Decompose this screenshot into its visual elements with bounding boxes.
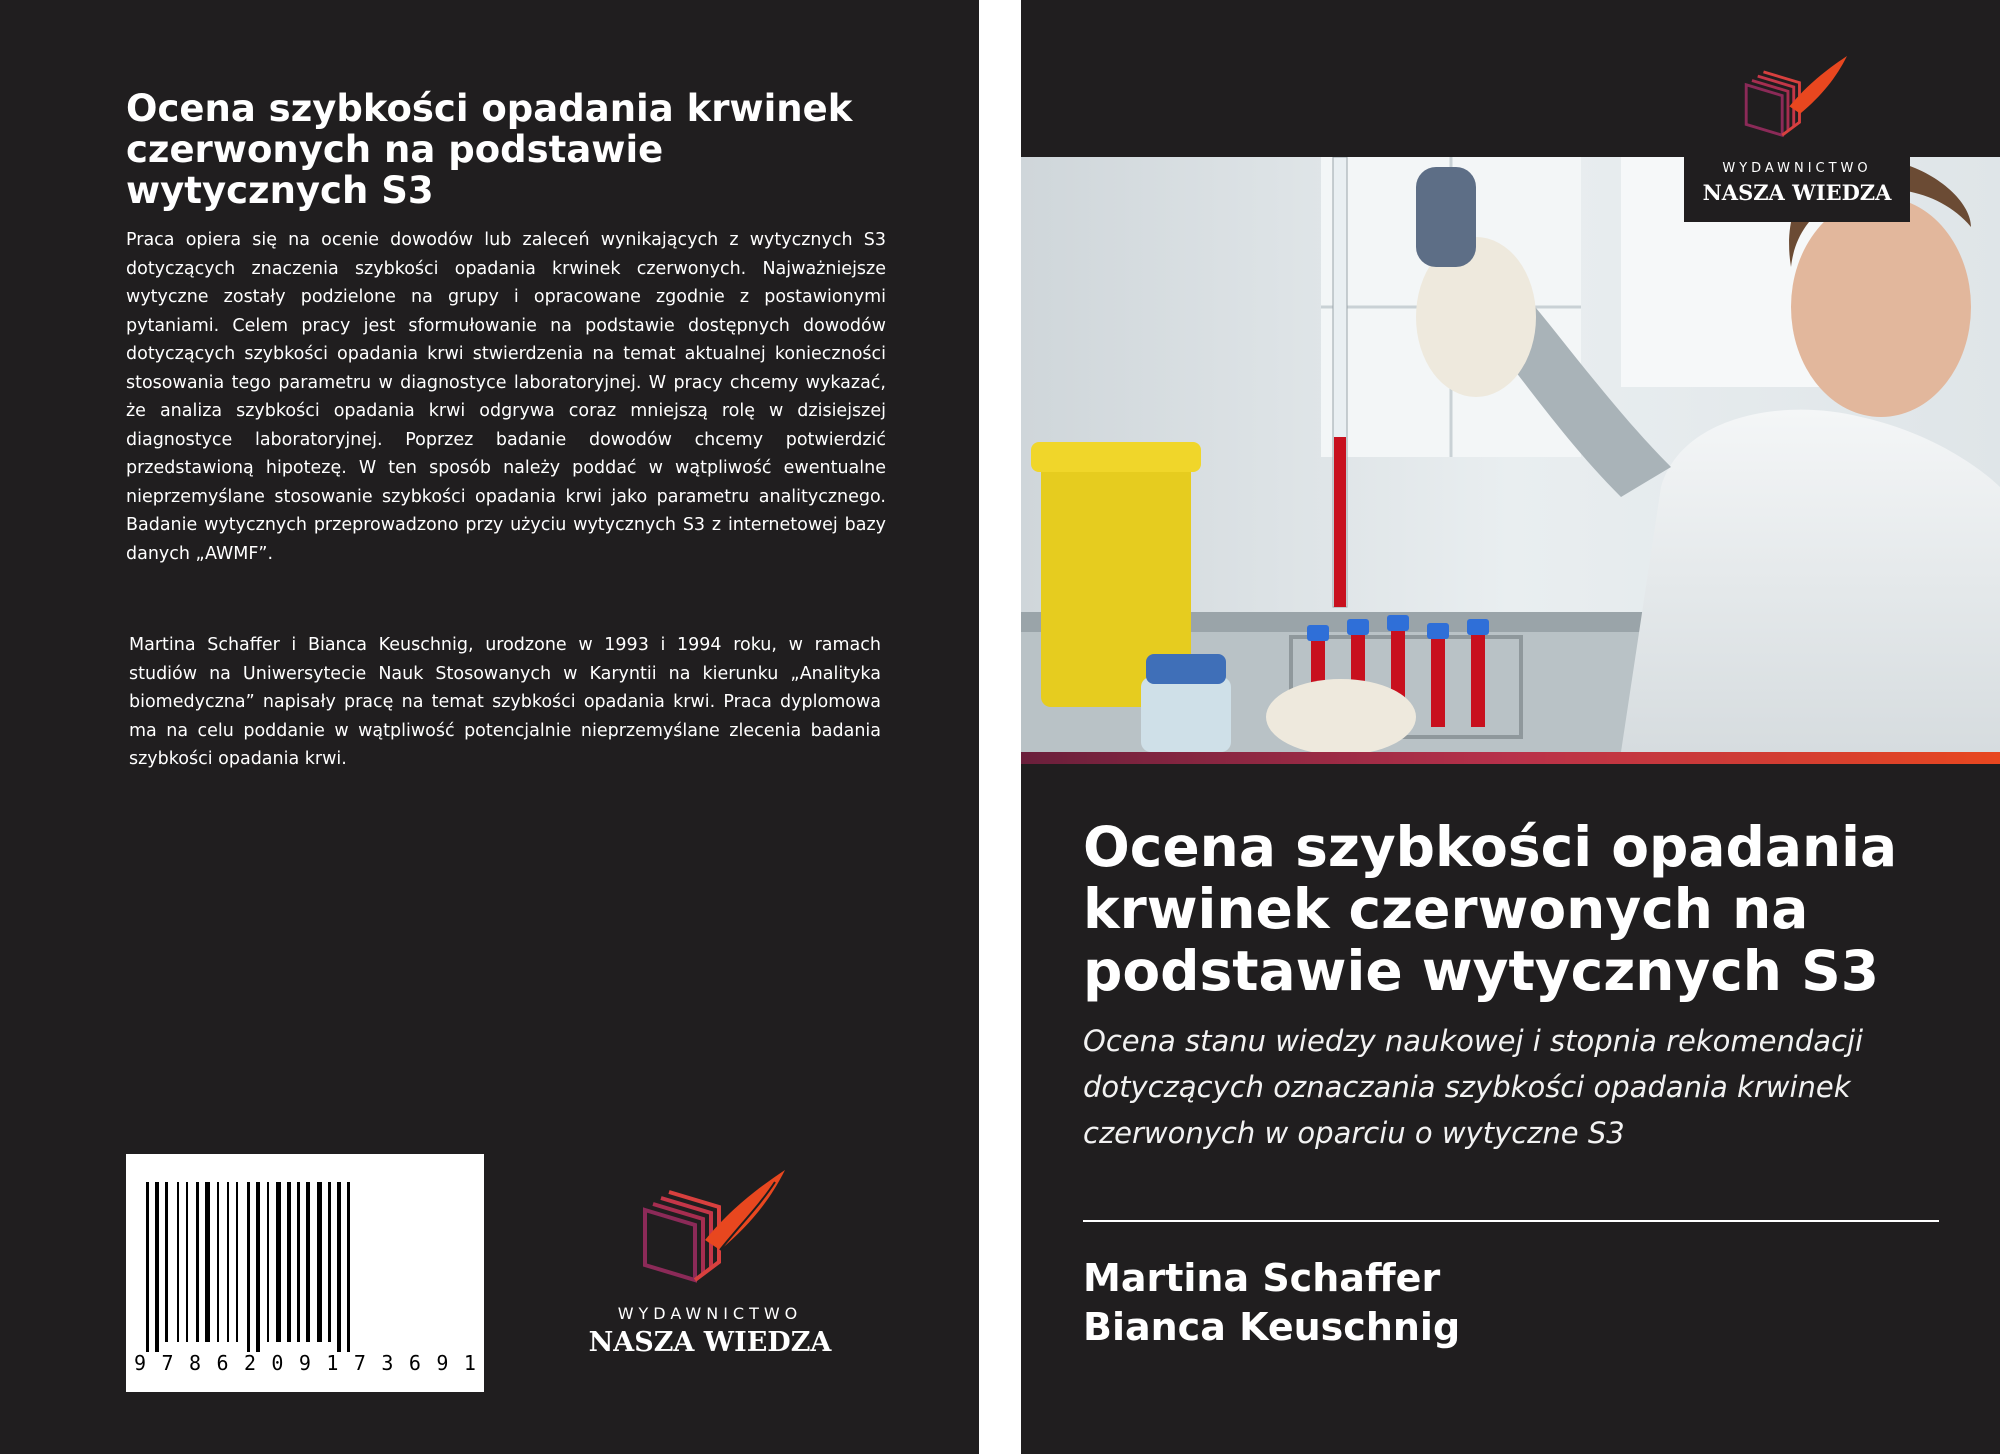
barcode-bar — [297, 1182, 300, 1342]
isbn-digit: 3 — [381, 1351, 394, 1375]
author-name: Bianca Keuschnig — [1083, 1305, 1461, 1349]
book-quill-logo-icon — [1684, 52, 1910, 157]
barcode-bar — [177, 1182, 179, 1342]
isbn-digit: 7 — [161, 1351, 174, 1375]
author-list — [1083, 1254, 1460, 1352]
isbn-digit: 9 — [436, 1351, 449, 1375]
barcode-bar — [186, 1182, 188, 1342]
barcode-bar — [317, 1182, 322, 1342]
author-name: Martina Schaffer — [1083, 1256, 1441, 1300]
publisher-label: WYDAWNICTWO — [617, 1304, 803, 1323]
barcode-bar — [146, 1182, 149, 1352]
barcode-bar — [328, 1182, 331, 1342]
isbn-digit: 1 — [326, 1351, 339, 1375]
barcode-bar — [217, 1182, 219, 1342]
publisher-label: WYDAWNICTWO — [1722, 161, 1872, 176]
book-quill-logo-icon — [585, 1160, 835, 1300]
publisher-logo-back — [585, 1160, 835, 1360]
cover-photo — [1021, 157, 2000, 752]
isbn-digit: 7 — [353, 1351, 366, 1375]
barcode-bar — [347, 1182, 350, 1352]
divider — [1083, 1220, 1939, 1222]
isbn-digit: 0 — [271, 1351, 284, 1375]
barcode-bar — [306, 1182, 310, 1342]
barcode-bar — [236, 1182, 238, 1342]
isbn-digit: 6 — [408, 1351, 421, 1375]
barcode-bar — [337, 1182, 341, 1352]
barcode-bar — [196, 1182, 199, 1342]
barcode-bar — [155, 1182, 159, 1352]
back-cover-title: Ocena szybkości opadania krwinek czerwonych na podstawie wytycznych S3 — [126, 87, 853, 212]
isbn-digit: 8 — [188, 1351, 202, 1375]
spine — [979, 0, 1021, 1454]
publisher-name: NASZA WIEDZA — [1702, 180, 1892, 205]
barcode-bar — [205, 1182, 210, 1342]
isbn-digit: 9 — [134, 1351, 147, 1375]
publisher-name: NASZA WIEDZA — [588, 1327, 832, 1358]
barcode-bar — [287, 1182, 291, 1342]
isbn-digit: 9 — [298, 1351, 311, 1375]
barcode-bar — [276, 1182, 281, 1342]
barcode-bar — [256, 1182, 260, 1352]
back-cover-blurb: Praca opiera się na ocenie dowodów lub zaleceń wynikających z wytycznych S3 dotyczących znaczenia szybkości opadania krwinek czerwonych. Najważniejsze wytyczne zostały podzielone na grupy i opracowane zgodnie z postawionymi pytaniami. Celem pracy jest sformułowanie na podstawie dostępnych dowodów dotyczących szybkości opadania krwi stwierdzenia na temat aktualnej konieczności stosowania tego parametru w diagnostyce laboratoryjnej. W pracy chcemy wykazać, że analiza szybkości opadania krwi odgrywa coraz mniejszą rolę w dzisiejszej diagnostyce laboratoryjnej. Poprzez badanie dowodów chcemy potwierdzić przedstawioną hipotezę. W ten sposób należy poddać w wątpliwość ewentualne nieprzemyślane stosowanie szybkości opadania krwi jako parametru analitycznego. Badanie wytycznych przeprowadzono przy użyciu wytycznych S3 z internetowej bazy danych „AWMF”. — [126, 230, 886, 564]
barcode-bar — [267, 1182, 269, 1342]
front-cover-title: Ocena szybkości opadania krwinek czerwonych na podstawie wytycznych S3 — [1083, 815, 1898, 1003]
isbn-barcode — [126, 1154, 484, 1392]
isbn-digit: 2 — [243, 1351, 256, 1375]
publisher-logo-front — [1684, 52, 1910, 222]
author-bio: Martina Schaffer i Bianca Keuschnig, urodzone w 1993 i 1994 roku, w ramach studiów na Uniwersytecie Nauk Stosowanych w Karyntii na kierunku „Analityka biomedyczna” napisały pracę na temat szybkości opadania krwi. Praca dyplomowa ma na celu poddanie w wątpliwość potencjalnie nieprzemyślane zlecenia badania szybkości opadania krwi. — [129, 635, 881, 769]
barcode-bar — [165, 1182, 168, 1342]
laboratory-photo-icon — [1021, 157, 2000, 752]
isbn-number — [134, 1351, 476, 1375]
front-cover-subtitle: Ocena stanu wiedzy naukowej i stopnia rekomendacji dotyczących oznaczania szybkości opadania krwinek czerwonych w oparciu o wytyczne S3 — [1083, 1024, 1864, 1150]
isbn-digit: 1 — [463, 1351, 476, 1375]
accent-stripe — [1021, 752, 2000, 764]
isbn-digit: 6 — [216, 1351, 229, 1375]
barcode-bar — [247, 1182, 250, 1352]
barcode-bar — [227, 1182, 229, 1342]
